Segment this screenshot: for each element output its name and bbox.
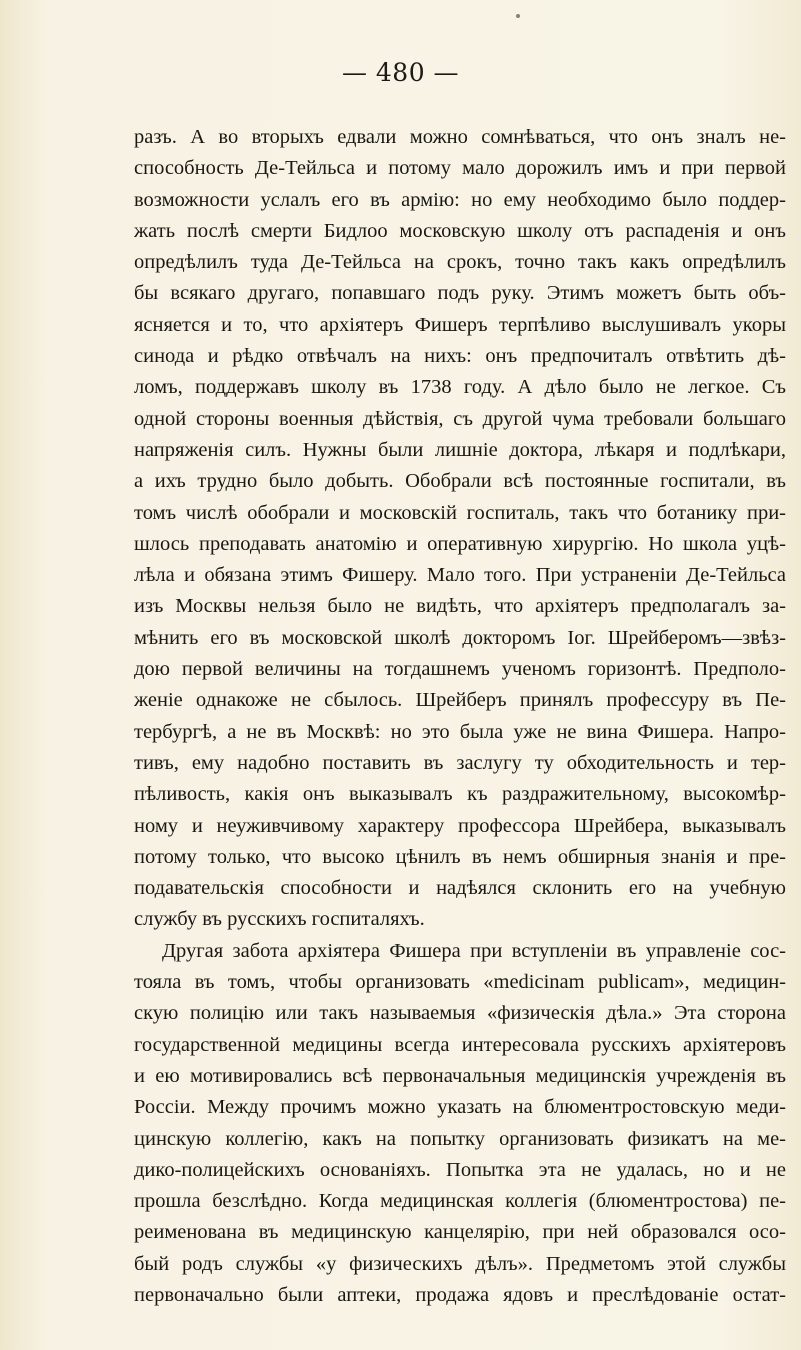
text-line: тербургѣ, а не въ Москвѣ: но это была уже не вина Фишера. Напро-	[134, 720, 786, 743]
text-line: жать послѣ смерти Бидлоо московскую школу отъ распаденія и онъ	[134, 219, 786, 242]
text-line: реименована въ медицинскую канцелярію, при ней образовался осо-	[134, 1221, 786, 1244]
text-line: ному и неуживчивому характеру профессора Шрейбера, выказывалъ	[134, 814, 786, 837]
text-line: ясняется и то, что архіятеръ Фишеръ терпѣливо выслушивалъ укоры	[134, 313, 786, 336]
text-line: одной стороны военныя дѣйствія, съ другой чума требовали большаго	[134, 407, 786, 430]
ink-speck	[516, 14, 520, 18]
text-line: дою первой величины на тогдашнемъ ученомъ горизонтѣ. Предполо-	[134, 658, 786, 681]
text-line: бы всякаго другаго, попавшаго подъ руку. Этимъ можетъ быть объ-	[134, 282, 786, 305]
body-text	[134, 122, 786, 1311]
text-line: разъ. А во вторыхъ едвали можно сомнѣваться, что онъ зналъ не-	[134, 126, 786, 148]
text-line: напряженія силъ. Нужны были лишніе доктора, лѣкаря и подлѣкари,	[134, 438, 786, 461]
text-line: скую полицію или такъ называемыя «физическія дѣла.» Эта сторона	[134, 1002, 786, 1025]
text-line: опредѣлилъ туда Де-Тейльса на срокъ, точно такъ какъ опредѣлилъ	[134, 251, 786, 274]
text-line: первоначально были аптеки, продажа ядовъ и преслѣдованіе остат-	[134, 1283, 786, 1306]
text-line: мѣнить его въ московской школѣ докторомъ Іог. Шрейберомъ—звѣз-	[134, 626, 786, 649]
text-line: лѣла и обязана этимъ Фишеру. Мало того. При устраненіи Де-Тейльса	[134, 564, 786, 587]
text-line: цинскую коллегію, какъ на попытку организовать физикатъ на ме-	[134, 1127, 786, 1150]
text-line: и ею мотивировались всѣ первоначальныя медицинскія учрежденія въ	[134, 1064, 786, 1087]
text-line: томъ числѣ обобрали и московскій госпиталь, такъ что ботанику при-	[134, 501, 786, 524]
text-line: синода и рѣдко отвѣчалъ на нихъ: онъ предпочиталъ отвѣтить дѣ-	[134, 345, 786, 368]
text-line: Россіи. Между прочимъ можно указать на блюментростовскую меди-	[134, 1096, 786, 1119]
text-line: шлось преподавать анатомію и оперативную хирургію. Но школа уцѣ-	[134, 532, 786, 555]
text-line: подавательскія способности и надѣялся склонить его на учебную	[134, 877, 786, 900]
text-line: тояла въ томъ, чтобы организовать «medicinam publicam», медицин-	[134, 971, 786, 994]
text-line: дико-полицейскихъ основаніяхъ. Попытка эта не удалась, но и не	[134, 1158, 786, 1181]
page-number: — 480 —	[341, 58, 460, 87]
text-line: а ихъ трудно было добыть. Обобрали всѣ постоянные госпитали, въ	[134, 470, 786, 493]
text-line: изъ Москвы нельзя было не видѣть, что архіятеръ предполагалъ за-	[134, 595, 786, 618]
text-line: женіе однакоже не сбылось. Шрейберъ принялъ профессуру въ Пе-	[134, 689, 786, 712]
text-line: пѣливость, какія онъ выказывалъ къ раздражительному, высокомѣр-	[134, 783, 786, 806]
text-line: потому только, что высоко цѣнилъ въ немъ обширныя знанія и пре-	[134, 845, 786, 868]
text-line: Другая забота архіятера Фишера при вступленіи въ управленіе сос-	[162, 939, 786, 962]
text-line: бый родъ службы «у физическихъ дѣлъ». Предметомъ этой службы	[134, 1252, 786, 1275]
text-line: способность Де-Тейльса и потому мало дорожилъ имъ и при первой	[134, 157, 786, 180]
text-line: тивъ, ему надобно поставить въ заслугу ту обходительность и тер-	[134, 751, 786, 774]
text-line: ломъ, поддержавъ школу въ 1738 году. А дѣло было не легкое. Съ	[134, 376, 786, 399]
text-line: государственной медицины всегда интересовала русскихъ архіятеровъ	[134, 1033, 786, 1056]
text-line: прошла безслѣдно. Когда медицинская коллегія (блюментростова) пе-	[134, 1190, 786, 1213]
text-line: возможности услалъ его въ армію: но ему необходимо было поддер-	[134, 188, 786, 211]
text-line: службу въ русскихъ госпиталяхъ.	[134, 908, 425, 931]
